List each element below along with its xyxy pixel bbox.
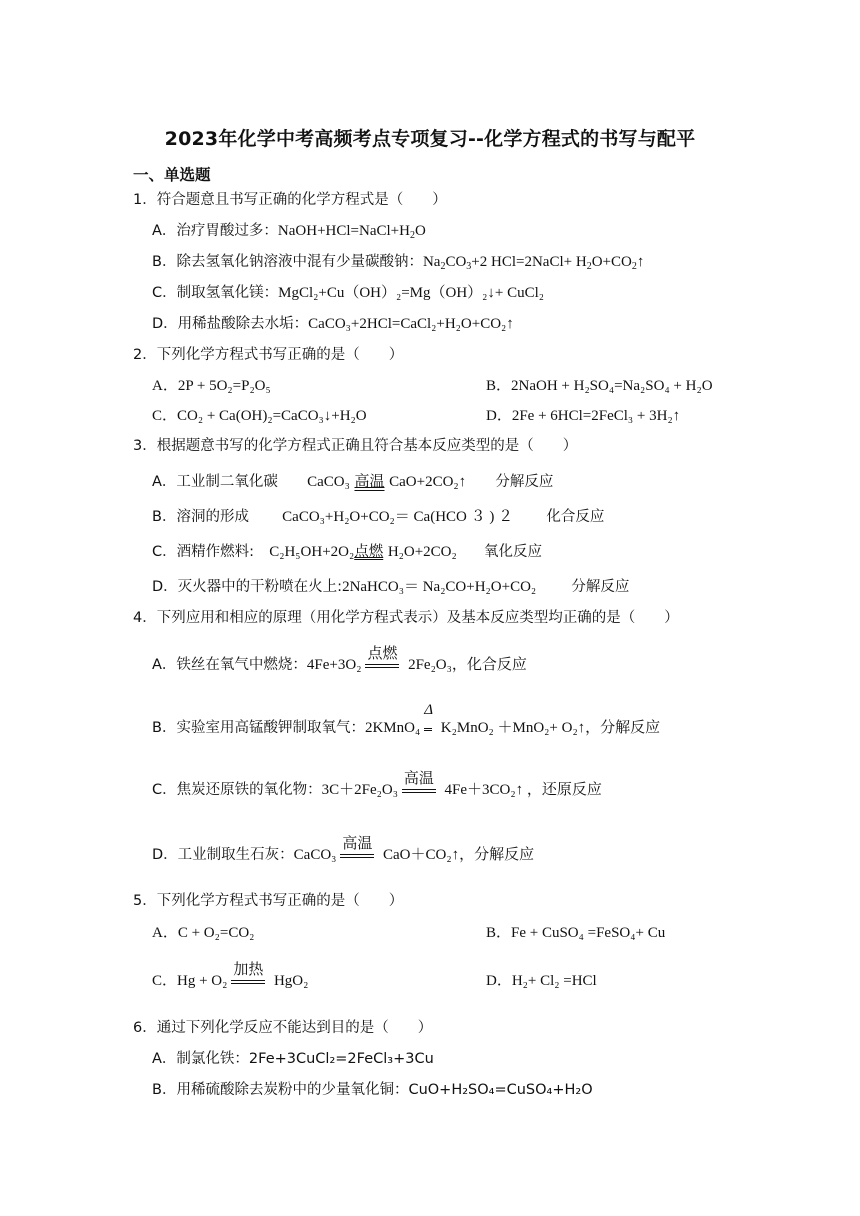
equation-left: CaCO₃ [293,847,337,863]
reaction-type: 化合反应 [546,509,605,525]
reaction-arrow [424,702,433,737]
question-2-stem: 2．下列化学方程式书写正确的是（ ） [133,347,404,363]
question-1-option-c [152,281,544,302]
question-4-option-b [152,702,661,737]
equation-left: C₂H₅OH+2O₂ [269,544,355,560]
equation-right: K₂MnO₂ ＋MnO₂+ O₂↑，分解反应 [440,720,661,736]
question-2-option-c: C．CO₂ + Ca(OH)₂=CaCO₃↓+H₂O [152,408,367,424]
question-4-stem: 4．下列应用和相应的原理（用化学方程式表示）及基本反应类型均正确的是（ ） [133,610,679,626]
reaction-arrow [340,834,374,864]
reaction-condition: 点燃 [354,544,384,560]
question-2-option-d: D．2Fe + 6HCl=2FeCl₃ + 3H₂↑ [486,408,681,424]
equation-right: 4Fe＋3CO₂↑ ，还原反应 [444,782,602,798]
question-1-option-a [152,219,426,240]
option-label: A．工业制二氧化碳 [152,474,278,490]
equation: MgCl₂+Cu（OH）₂=Mg（OH）₂↓+ CuCl₂ [278,285,545,301]
question-5-option-c [152,960,309,990]
equation-left: C．Hg + O₂ [152,973,228,989]
equation-left: CaCO₃ [307,474,350,490]
equation: $NaOH+HCl=NaCl+H_2O$ [277,223,426,241]
equation-right: H₂O+2CO₂ [387,544,457,560]
document-title: 2023年化学中考高频考点专项复习--化学方程式的书写与配平 [164,128,696,150]
option-label: D．灭火器中的干粉喷在火上: [152,579,343,595]
equation-left: 3C＋2Fe₂O₃ [321,782,398,798]
reaction-arrow [231,960,265,990]
question-6-option-a: A．制氯化铁：2Fe+3CuCl₂=2FeCl₃+3Cu [152,1051,434,1067]
question-3-option-b [152,505,604,526]
reaction-type: 氧化反应 [483,544,542,560]
equation-text: CO [445,254,467,270]
option-label: D．工业制取生石灰： [152,847,294,863]
equation-text: O+CO [591,254,632,270]
equation-right: CaO＋CO₂↑，分解反应 [383,847,535,863]
question-6-stem: 6．通过下列化学反应不能达到目的是（ ） [133,1020,433,1036]
option-label: D．用稀盐酸除去水垢： [152,316,309,332]
reaction-type: 分解反应 [495,474,554,490]
question-1-stem: 1．符合题意且书写正确的化学方程式是（ ） [133,192,447,208]
option-label: C．焦炭还原铁的氧化物： [152,782,322,798]
equation: CaCO₃+H₂O+CO₂＝ Ca(HCO ３ ) ２ [282,509,514,525]
equation-right: CaO+2CO₂↑ [389,474,467,490]
reaction-condition: 高温 [354,472,385,490]
equation: 2NaHCO₃＝ Na₂CO+H₂O+CO₂ [342,579,537,595]
equation: CaCO₃+2HCl=CaCl₂+H₂O+CO₂↑ [308,316,514,332]
question-5-option-b: B．Fe + CuSO₄ =FeSO₄+ Cu [486,925,666,941]
option-label: B．实验室用高锰酸钾制取氧气： [152,720,365,736]
question-5-stem: 5．下列化学方程式书写正确的是（ ） [133,893,404,909]
reaction-condition: 高温 [403,769,434,787]
equation-text: +2 HCl=2NaCl+ H [471,254,587,270]
equation-text: ↑ [636,254,645,270]
question-3-option-c [152,540,542,561]
reaction-condition: 加热 [233,960,264,978]
option-label: A．治疗胃酸过多： [152,223,278,239]
question-5-option-d: D．H₂+ Cl₂ =HCl [486,973,597,989]
section-heading: 一、单选题 [133,166,211,184]
question-1-option-d [152,312,514,333]
equation-right: HgO₂ [273,973,309,989]
equation: $Na_2CO_3+2$ HCl=2NaCl+ $H_2O+CO_2↑$ [422,254,645,272]
equation-left: 4Fe+3O₂ [306,657,362,673]
question-3-stem: 3．根据题意书写的化学方程式正确且符合基本反应类型的是（ ） [133,438,578,454]
reaction-type: 分解反应 [571,579,630,595]
option-label: B．溶洞的形成 [152,509,249,525]
reaction-condition: 点燃 [367,644,398,662]
equation-text: Na [422,254,441,270]
question-5-option-a: A．C + O₂=CO₂ [152,925,255,941]
reaction-arrow [365,644,399,674]
option-label: C．制取氢氧化镁： [152,285,279,301]
option-label: B．除去氢氧化钠溶液中混有少量碳酸钠： [152,254,423,270]
option-label: C．酒精作燃料: [152,544,255,560]
question-4-option-c [152,769,602,799]
equation-left: 2KMnO₄ [364,720,421,736]
question-4-option-d [152,834,535,864]
reaction-condition: 高温 [342,834,373,852]
question-3-option-a [152,470,553,491]
equation-text: NaOH+HCl=NaCl+H [277,223,410,239]
question-4-option-a [152,644,527,674]
question-2-option-b: B．2NaOH + H₂SO₄=Na₂SO₄ + H₂O [486,378,713,394]
question-3-option-d [152,575,629,596]
reaction-condition: Δ [424,702,433,718]
reaction-arrow [402,769,436,799]
question-6-option-b: B．用稀硫酸除去炭粉中的少量氧化铜：CuO+H₂SO₄=CuSO₄+H₂O [152,1082,593,1098]
question-2-option-a: A．2P + 5O₂=P₂O₅ [152,378,271,394]
question-1-option-b [152,250,644,271]
option-label: A．铁丝在氧气中燃烧： [152,657,307,673]
equation-right: 2Fe₂O₃，化合反应 [408,657,527,673]
